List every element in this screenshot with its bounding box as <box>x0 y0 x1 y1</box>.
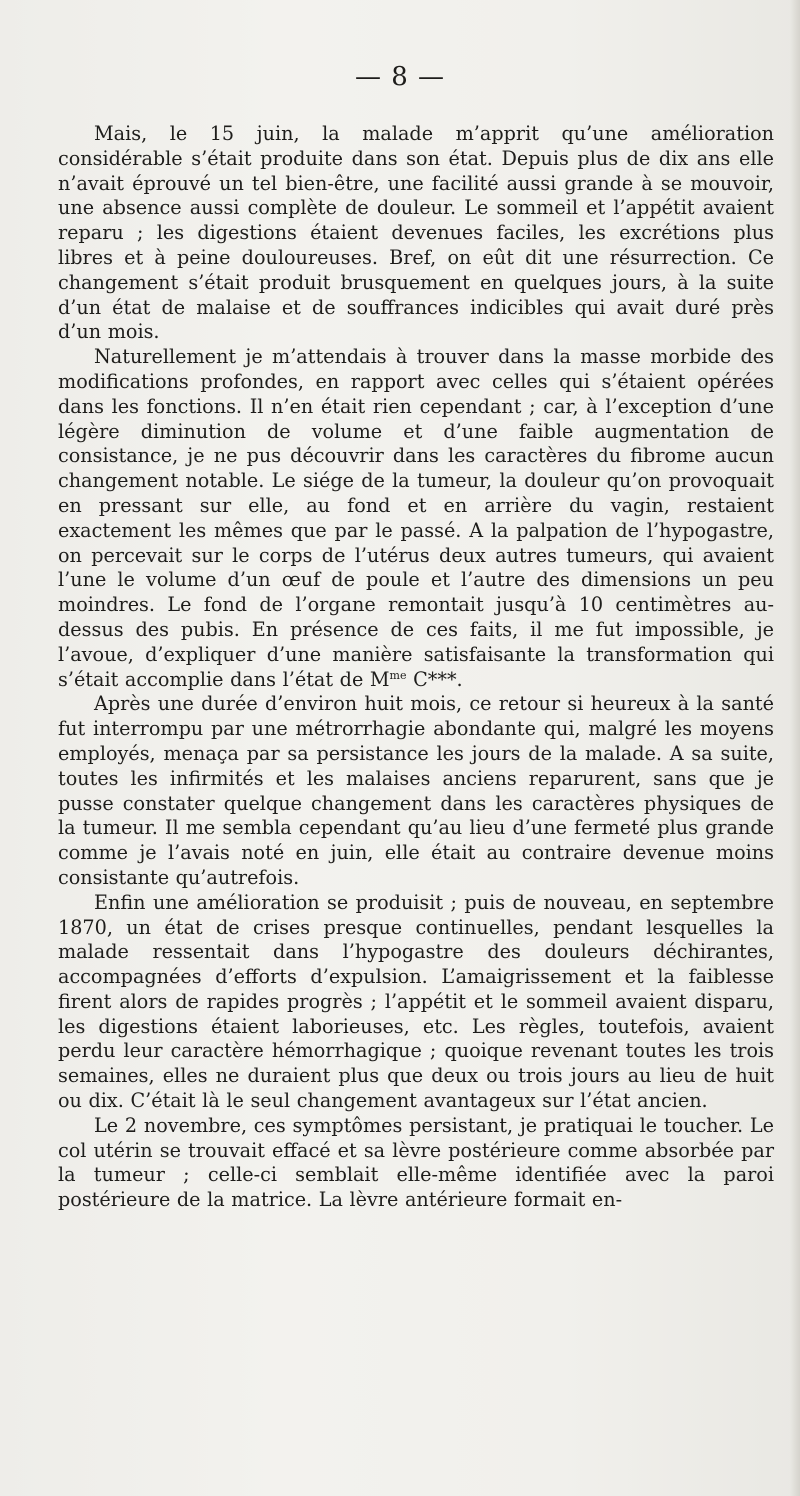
paragraph-1: Mais, le 15 juin, la malade m’apprit qu’une amélioration considérable s’était produite dans son état. Depuis plus de dix ans elle n’avait éprouvé un tel bien-être, une facilité aussi grande à se mouvoir, une absence aussi complète de douleur. Le sommeil et l’appétit avaient reparu ; les digestions étaient devenues faciles, les excrétions plus libres et à peine douloureuses. Bref, on eût dit une résurrection. Ce changement s’était produit brusquement en quelques jours, à la suite d’un état de malaise et de souffrances indicibles qui avait duré près d’un mois. <box>58 122 774 344</box>
page-edge-shadow <box>790 0 800 1496</box>
paragraph-5: Le 2 novembre, ces symptômes persistant, je pratiquai le toucher. Le col utérin se trouvait effacé et sa lèvre postérieure comme absorbée par la tumeur ; celle-ci semblait elle-même identifiée avec la paroi postérieure de la matrice. La lèvre antérieure formait en- <box>58 1113 774 1212</box>
paragraph-4: Enfin une amélioration se produisit ; puis de nouveau, en septembre 1870, un état de crises presque continuelles, pendant lesquelles la malade ressentait dans l’hypogastre des douleurs déchirantes, accompagnées d’efforts d’expulsion. L’amaigrissement et la faiblesse firent alors de rapides progrès ; l’appétit et le sommeil avaient disparu, les digestions étaient laborieuses, etc. Les règles, toutefois, avaient perdu leur caractère hémorrhagique ; quoique revenant toutes les trois semaines, elles ne duraient plus que deux ou trois jours au lieu de huit ou dix. C’était là le seul changement avantageux sur l’état ancien. <box>58 890 774 1113</box>
paragraph-3: Après une durée d’environ huit mois, ce retour si heureux à la santé fut interrompu par une métrorrhagie abondante qui, malgré les moyens employés, menaça par sa persistance les jours de la malade. A sa suite, toutes les infirmités et les malaises anciens reparurent, sans que je pusse constater quelque changement dans les caractères physiques de la tumeur. Il me sembla cependant qu’au lieu d’une fermeté plus grande comme je l’avais noté en juin, elle était au contraire devenue moins consistante qu’autrefois. <box>58 692 774 889</box>
superscript-me: me <box>389 668 407 682</box>
body-text <box>58 122 774 1213</box>
paragraph-2-text: Naturellement je m’attendais à trouver dans la masse morbide des modifications profondes, en rapport avec celles qui s’étaient opérées dans les fonctions. Il n’en était rien cependant ; car, à l’exception d’une légère diminution de volume et d’une faible augmentation de consistance, je ne pus découvrir dans les caractères du fibrome aucun changement notable. Le siége de la tumeur, la douleur qu’on provoquait en pressant sur elle, au fond et en arrière du vagin, restaient exactement les mêmes que par le passé. A la palpation de l’hypogastre, on percevait sur le corps de l’utérus deux autres tumeurs, qui avaient l’une le volume d’un œuf de poule et l’autre des dimensions un peu moindres. Le fond de l’organe remontait jusqu’à 10 centimètres au-dessus des pubis. En présence de ces faits, il me fut impossible, je l’avoue, d’expliquer d’une manière satisfaisante la transformation qui s’était accomplie dans l’état de M <box>58 345 774 691</box>
paragraph-2-end: C***. <box>406 667 463 691</box>
paragraph-2 <box>58 345 774 692</box>
page-number: — 8 — <box>354 62 446 92</box>
